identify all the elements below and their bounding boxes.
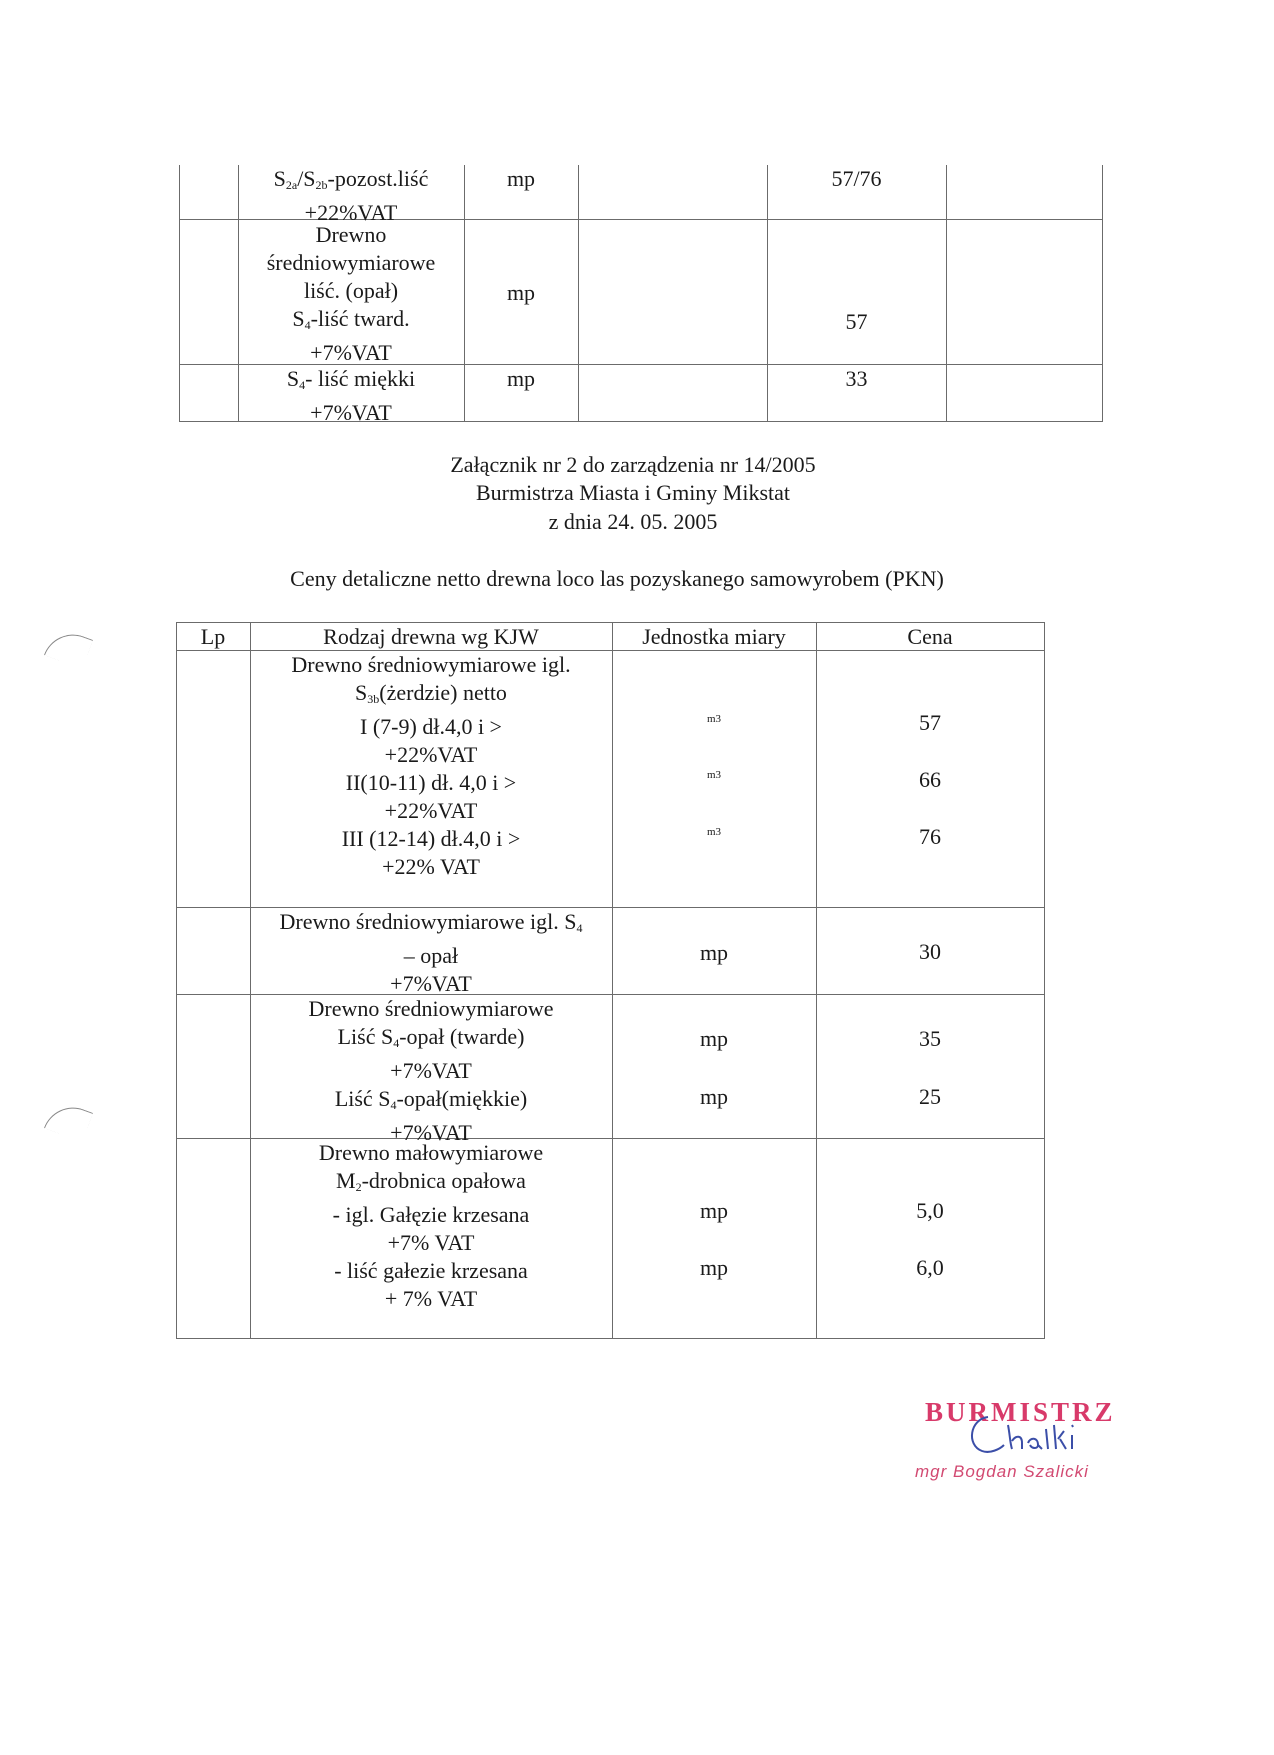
group-1-price-1: 57: [919, 710, 941, 735]
burmistrz-stamp-title: BURMISTRZ: [925, 1397, 1116, 1427]
stamp-signatory-name: mgr Bogdan Szalicki: [915, 1462, 1089, 1481]
top-table-row-3-price: 33: [845, 366, 868, 391]
group-1-unit-3: m3: [706, 826, 722, 838]
group-2-price: 30: [919, 939, 941, 964]
top-table-row-2-unit: mp: [506, 280, 536, 305]
punch-hole-mark: [44, 1099, 93, 1142]
group-3-price-2: 25: [919, 1084, 941, 1109]
group-4-price-1: 5,0: [916, 1198, 944, 1223]
group-1-price-3: 76: [919, 824, 941, 849]
column-header-lp: Lp: [200, 624, 226, 649]
punch-hole-mark: [44, 626, 93, 669]
group-1-unit-2: m3: [706, 769, 722, 781]
handwritten-signature: [960, 1405, 1090, 1465]
top-table-row-1-unit: mp: [506, 166, 536, 191]
group-3-kind: Drewno średniowymiarowe Liść $S_4$-opał (twarde) +7%VAT Liść $S_4-opał(miękkie)$ +7%VAT: [308, 996, 554, 1145]
group-3-unit-2: mp: [699, 1084, 729, 1109]
column-header-unit: Jednostka miary: [642, 624, 786, 649]
top-table-row-1-price: 57/76: [831, 166, 882, 191]
column-header-kind: Rodzaj drewna wg KJW: [323, 624, 539, 649]
group-4-unit-1: mp: [699, 1198, 729, 1223]
group-2-kind: Drewno średniowymiarowe igl. $S_4$ – opał +7%VAT: [279, 909, 583, 996]
group-3-price-1: 35: [919, 1026, 941, 1051]
top-table-row-2-kind: Drewno średniowymiarowe liść. (opał) $S_4$-liść tward. +7%VAT: [266, 222, 436, 365]
group-2-unit: mp: [699, 940, 729, 965]
column-header-price: Cena: [907, 624, 953, 649]
attachment-heading-line-3: z dnia 24. 05. 2005: [548, 509, 718, 534]
attachment-heading-line-2: Burmistrza Miasta i Gminy Mikstat: [475, 480, 791, 505]
group-3-unit-1: mp: [699, 1026, 729, 1051]
top-table-row-1-kind: $S_{2a}/S_{2b}-pozost.liść$ +22%VAT: [273, 166, 429, 225]
attachment-heading-line-1: Załącznik nr 2 do zarządzenia nr 14/2005: [450, 452, 816, 477]
top-table-row-2-price: 57: [845, 309, 868, 334]
top-table-row-3-kind: $S_4-$ liść miękki +7%VAT: [286, 366, 416, 425]
top-table-row-3-unit: mp: [506, 366, 536, 391]
document-title: Ceny detaliczne netto drewna loco las pozyskanego samowyrobem (PKN): [290, 566, 944, 591]
group-1-kind: Drewno średniowymiarowe igl. $S_{3b}(żerdzie)$ netto I (7-9) dł.4,0 i > +22%VAT II(10-11) dł. 4,0 i > +22%VAT III (12-14) dł.4,0 i > +22% VAT: [291, 652, 571, 879]
group-1-unit-1: m3: [706, 713, 722, 725]
group-4-unit-2: mp: [699, 1255, 729, 1280]
group-1-price-2: 66: [919, 767, 941, 792]
group-4-kind: Drewno małowymiarowe $M_2$-drobnica opałowa - igl. Gałęzie krzesana +7% VAT - liść gałezie krzesana + 7% VAT: [318, 1140, 544, 1311]
group-4-price-2: 6,0: [916, 1255, 944, 1280]
